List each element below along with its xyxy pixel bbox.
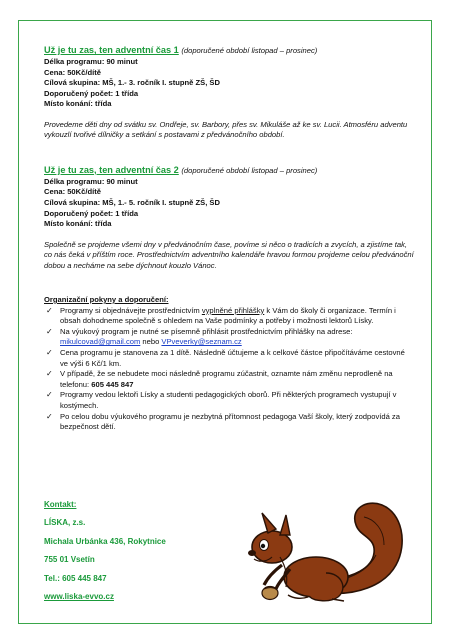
list-item: [44, 369, 414, 390]
squirrel-icon: [234, 495, 412, 607]
contact-city: 755 01 Vsetín: [44, 555, 95, 565]
program-2-title-text: Už je tu zas, ten adventní čas 2: [44, 164, 179, 175]
list-item: [44, 412, 414, 433]
item-text: V případě, že se nebudete moci následně programu zúčastnit, oznamte nám změnu neprodleně na telefonu:: [60, 369, 393, 389]
program-1-recommended-count: Doporučený počet: 1 třída: [44, 88, 139, 98]
contact-heading: Kontakt:: [44, 500, 77, 509]
organization-heading: Organizační pokyny a doporučení:: [44, 294, 169, 304]
organization-list: [44, 306, 414, 433]
program-1-location: Místo konání: třída: [44, 99, 112, 109]
program-1: [44, 44, 414, 141]
item-text: Programy si objednávejte prostřednictvím: [60, 305, 202, 315]
program-2-period-note: (doporučené období listopad – prosinec): [181, 165, 318, 175]
program-1-title-text: Už je tu zas, ten adventní čas 1: [44, 45, 179, 55]
list-item: [44, 348, 414, 369]
checkmark-icon: ✓: [46, 347, 53, 357]
program-2-target-group: Cílová skupina: MŠ, 1.- 5. ročník I. stupně ZŠ, ŠD: [44, 197, 220, 207]
email-link-mikulcovad[interactable]: mikulcovad@gmail.com: [60, 337, 141, 347]
checkmark-icon: ✓: [46, 369, 53, 379]
phone-number: 605 445 847: [91, 379, 134, 389]
program-1-duration: Délka programu: 90 minut: [44, 57, 138, 66]
contact-phone: Tel.: 605 445 847: [44, 573, 107, 583]
list-item: [44, 306, 414, 327]
contact-organization: LÍSKA, z.s.: [44, 518, 86, 528]
contact-block: [44, 496, 166, 606]
list-item: [44, 327, 414, 348]
application-form-link[interactable]: vyplněné přihlášky: [201, 305, 265, 315]
item-text: Cena programu je stanovena za 1 dítě. Následně účtujeme a k celkové částce připočítáváme cestovné ve výši 6 Kč/1 km.: [60, 347, 405, 368]
program-1-target-group: Cílová skupina: MŠ, 1.- 3. ročník I. stupně ZŠ, ŠD: [44, 78, 220, 88]
checkmark-icon: ✓: [46, 390, 53, 400]
checkmark-icon: ✓: [46, 305, 53, 315]
item-text: k Vám do školy či organizace. Termín i obsah dohodneme společně s ohledem na Vaše podmínky a potřeby i možnosti lektorů Lísky.: [60, 305, 396, 326]
program-2-price: Cena: 50Kč/dítě: [44, 187, 101, 197]
item-text: Na výukový program je nutné se písemně přihlásit prostřednictvím přihlášky na adrese:: [60, 326, 353, 336]
contact-address: Michala Urbánka 436, Rokytnice: [44, 536, 166, 546]
checkmark-icon: ✓: [46, 411, 53, 421]
program-2-duration: Délka programu: 90 minut: [44, 176, 138, 186]
document-content: [44, 44, 414, 433]
program-2-recommended-count: Doporučený počet: 1 třída: [44, 208, 139, 218]
program-2-description: Společně se projdeme všemi dny v předvánočním čase, povíme si něco o tradicích a zvycích, a zjistíme tak, co nás čeká v příštím roce. Prostřednictvím adventního kalendáře hravou formou projdeme celou předvánoční dobou a necháme na sebe dýchnout kouzlo Vánoc.: [44, 239, 414, 270]
list-item: [44, 390, 414, 411]
contact-website-link[interactable]: www.liska-evvo.cz: [44, 592, 114, 602]
program-1-title: [44, 44, 414, 57]
program-1-price: Cena: 50Kč/dítě: [44, 67, 101, 77]
email-link-vpveverky[interactable]: VPveverky@seznam.cz: [161, 337, 242, 347]
organization-section: [44, 295, 414, 433]
item-text: nebo: [140, 337, 162, 347]
program-2-location: Místo konání: třída: [44, 219, 112, 229]
item-text: Po celou dobu výukového programu je nezbytná přítomnost pedagoga Vaší školy, který zodpovídá za bezpečnost dětí.: [60, 411, 400, 432]
item-text: Programy vedou lektoři Lísky a studenti pedagogických oborů. Při některých programech vystupují v kostýmech.: [60, 390, 397, 410]
checkmark-icon: ✓: [46, 326, 53, 336]
program-2-title: [44, 164, 414, 177]
program-1-period-note: (doporučené období listopad – prosinec): [181, 46, 318, 55]
program-1-description: Provedeme děti dny od svátku sv. Ondřeje, sv. Barbory, přes sv. Mikuláše až ke sv. Lucii. Atmosféru adventu vykouzlí tvořivé dílničky a setkání s postavami z předvánočního období.: [44, 119, 408, 140]
program-2: [44, 164, 414, 271]
